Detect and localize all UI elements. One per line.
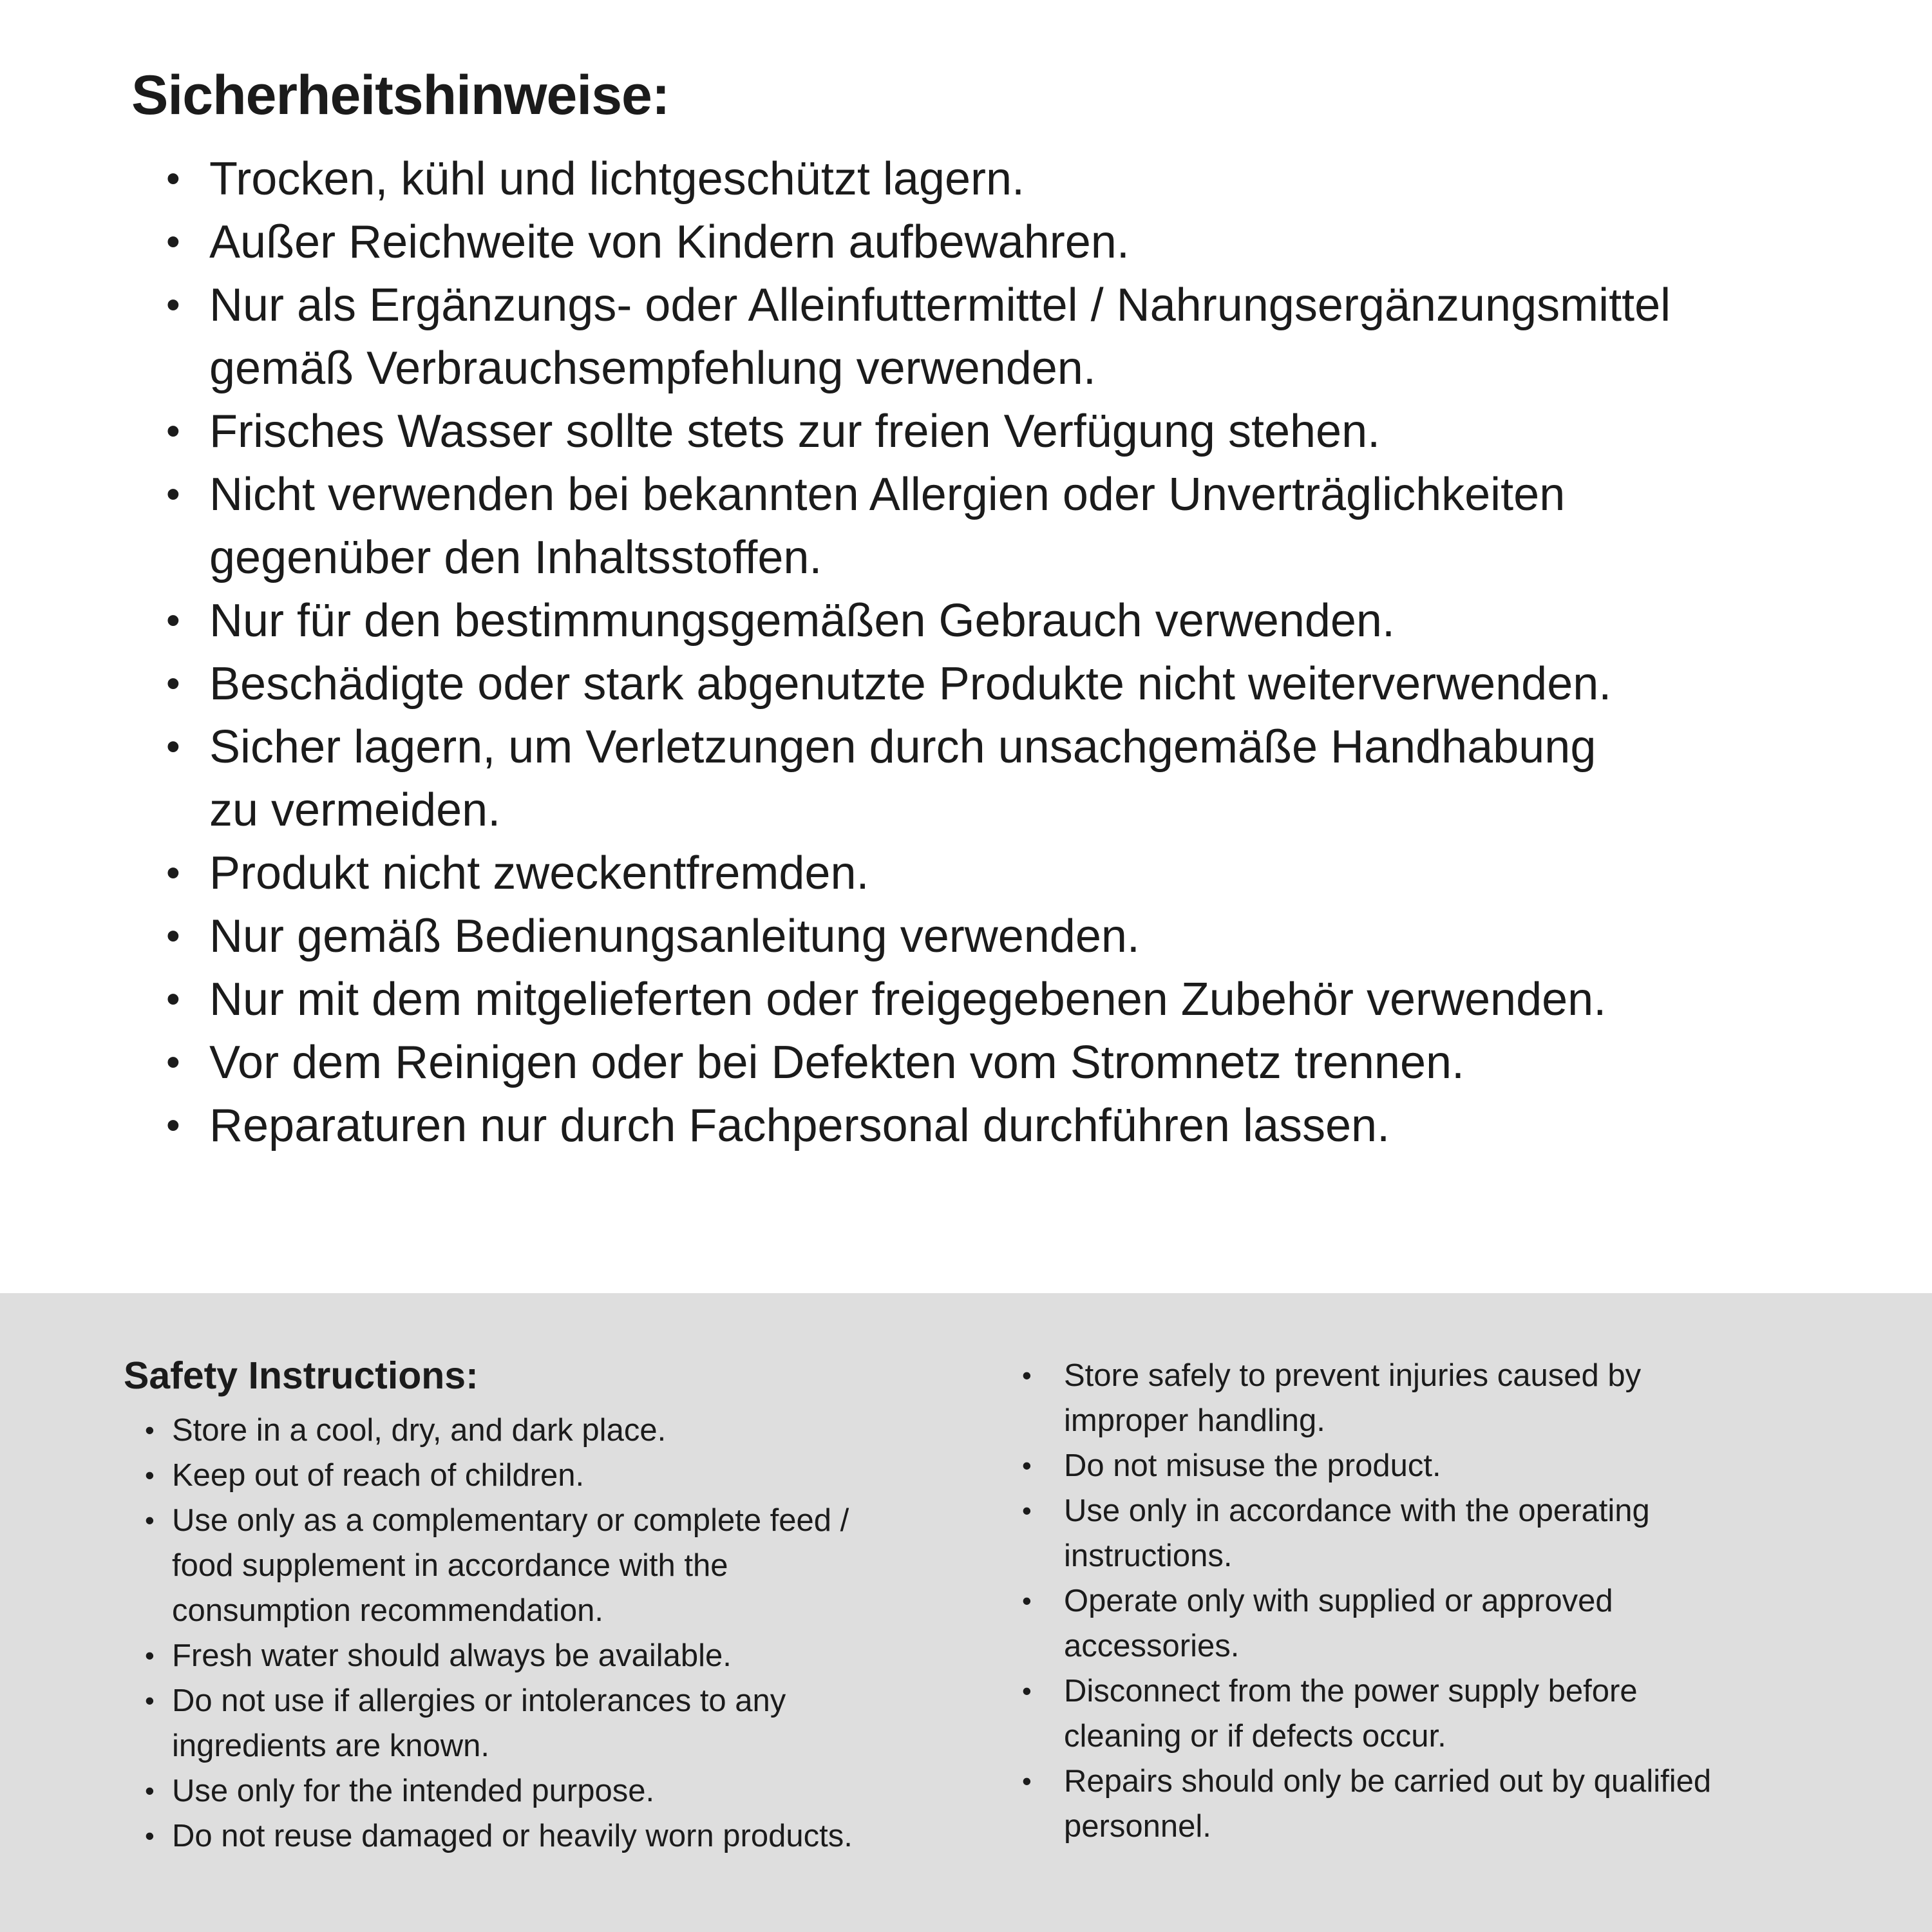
list-item-text: Repairs should only be carried out by qualified personnel.	[1064, 1764, 1712, 1844]
list-item	[1005, 1443, 1711, 1488]
list-item	[164, 652, 1671, 715]
list-item-text: Nicht verwenden bei bekannten Allergien oder Unverträglichkeiten gegenüber den Inhaltsstoffen.	[209, 469, 1566, 583]
english-heading: Safety Instructions:	[124, 1354, 478, 1397]
list-item	[142, 1768, 853, 1814]
list-item	[164, 1031, 1671, 1094]
bullet-dot-icon: •	[145, 1505, 155, 1535]
list-item	[142, 1814, 853, 1859]
german-bullet-list	[164, 147, 1671, 1157]
list-item	[164, 400, 1671, 463]
bullet-dot-icon: •	[1022, 1495, 1032, 1526]
bullet-dot-icon: •	[166, 851, 180, 895]
list-item-text: Nur für den bestimmungsgemäßen Gebrauch verwenden.	[209, 595, 1395, 647]
list-item-text: Operate only with supplied or approved accessories.	[1064, 1584, 1613, 1663]
list-item	[1005, 1759, 1711, 1849]
bullet-dot-icon: •	[166, 724, 180, 769]
list-item	[142, 1408, 853, 1453]
list-item	[1005, 1578, 1711, 1669]
list-item	[164, 147, 1671, 211]
list-item	[164, 905, 1671, 968]
list-item-text: Außer Reichweite von Kindern aufbewahren.	[209, 216, 1130, 268]
list-item	[142, 1678, 853, 1768]
list-item-text: Nur gemäß Bedienungsanleitung verwenden.	[209, 911, 1140, 962]
bullet-dot-icon: •	[1022, 1676, 1032, 1706]
list-item-text: Store safely to prevent injuries caused by improper handling.	[1064, 1358, 1642, 1438]
bullet-dot-icon: •	[1022, 1360, 1032, 1390]
bullet-dot-icon: •	[1022, 1450, 1032, 1481]
bullet-dot-icon: •	[145, 1640, 155, 1671]
bullet-dot-icon: •	[166, 1103, 180, 1148]
bullet-dot-icon: •	[166, 472, 180, 516]
bullet-dot-icon: •	[166, 283, 180, 327]
list-item	[164, 463, 1671, 589]
bullet-dot-icon: •	[145, 1415, 155, 1445]
list-item-text: Reparaturen nur durch Fachpersonal durchführen lassen.	[209, 1100, 1390, 1151]
bullet-dot-icon: •	[1022, 1586, 1032, 1616]
bullet-dot-icon: •	[166, 1040, 180, 1084]
german-heading: Sicherheitshinweise:	[131, 64, 670, 126]
list-item-text: Do not use if allergies or intolerances to any ingredients are known.	[172, 1683, 786, 1763]
list-item	[142, 1498, 853, 1633]
bullet-dot-icon: •	[166, 409, 180, 453]
bullet-dot-icon: •	[166, 220, 180, 264]
list-item	[142, 1633, 853, 1678]
list-item	[1005, 1669, 1711, 1759]
list-item-text: Trocken, kühl und lichtgeschützt lagern.	[209, 153, 1025, 205]
bullet-dot-icon: •	[166, 914, 180, 958]
list-item-text: Beschädigte oder stark abgenutzte Produkte nicht weiterverwenden.	[209, 658, 1612, 710]
bullet-dot-icon: •	[166, 977, 180, 1021]
list-item-text: Produkt nicht zweckentfremden.	[209, 848, 869, 899]
bullet-dot-icon: •	[145, 1776, 155, 1806]
list-item-text: Use only in accordance with the operating instructions.	[1064, 1493, 1650, 1573]
list-item-text: Nur als Ergänzungs- oder Alleinfuttermittel / Nahrungsergänzungsmittel gemäß Verbrauchsempfehlung verwenden.	[209, 279, 1671, 394]
bullet-dot-icon: •	[166, 156, 180, 201]
english-bullet-list-right	[1005, 1353, 1711, 1849]
list-item-text: Use only for the intended purpose.	[172, 1774, 655, 1808]
list-item-text: Vor dem Reinigen oder bei Defekten vom Stromnetz trennen.	[209, 1037, 1465, 1088]
list-item	[1005, 1353, 1711, 1443]
list-item	[164, 211, 1671, 274]
list-item-text: Nur mit dem mitgelieferten oder freigegebenen Zubehör verwenden.	[209, 974, 1607, 1025]
bullet-dot-icon: •	[145, 1685, 155, 1716]
bullet-dot-icon: •	[166, 598, 180, 643]
list-item-text: Sicher lagern, um Verletzungen durch unsachgemäße Handhabung zu vermeiden.	[209, 721, 1596, 836]
list-item-text: Fresh water should always be available.	[172, 1638, 732, 1673]
list-item	[164, 715, 1671, 842]
bullet-dot-icon: •	[145, 1821, 155, 1851]
list-item-text: Disconnect from the power supply before cleaning or if defects occur.	[1064, 1674, 1638, 1754]
list-item-text: Do not reuse damaged or heavily worn products.	[172, 1819, 853, 1853]
list-item	[164, 842, 1671, 905]
list-item	[164, 1094, 1671, 1157]
bullet-dot-icon: •	[166, 661, 180, 706]
list-item-text: Do not misuse the product.	[1064, 1448, 1441, 1483]
bullet-dot-icon: •	[1022, 1766, 1032, 1796]
list-item	[164, 589, 1671, 652]
list-item	[164, 968, 1671, 1031]
list-item	[142, 1453, 853, 1498]
list-item	[164, 274, 1671, 400]
list-item-text: Store in a cool, dry, and dark place.	[172, 1413, 667, 1448]
list-item-text: Keep out of reach of children.	[172, 1458, 585, 1493]
list-item	[1005, 1488, 1711, 1578]
list-item-text: Use only as a complementary or complete feed / food supplement in accordance with the consumption recommendation.	[172, 1503, 849, 1628]
list-item-text: Frisches Wasser sollte stets zur freien Verfügung stehen.	[209, 406, 1381, 457]
bullet-dot-icon: •	[145, 1460, 155, 1490]
english-bullet-list-left	[142, 1408, 853, 1859]
